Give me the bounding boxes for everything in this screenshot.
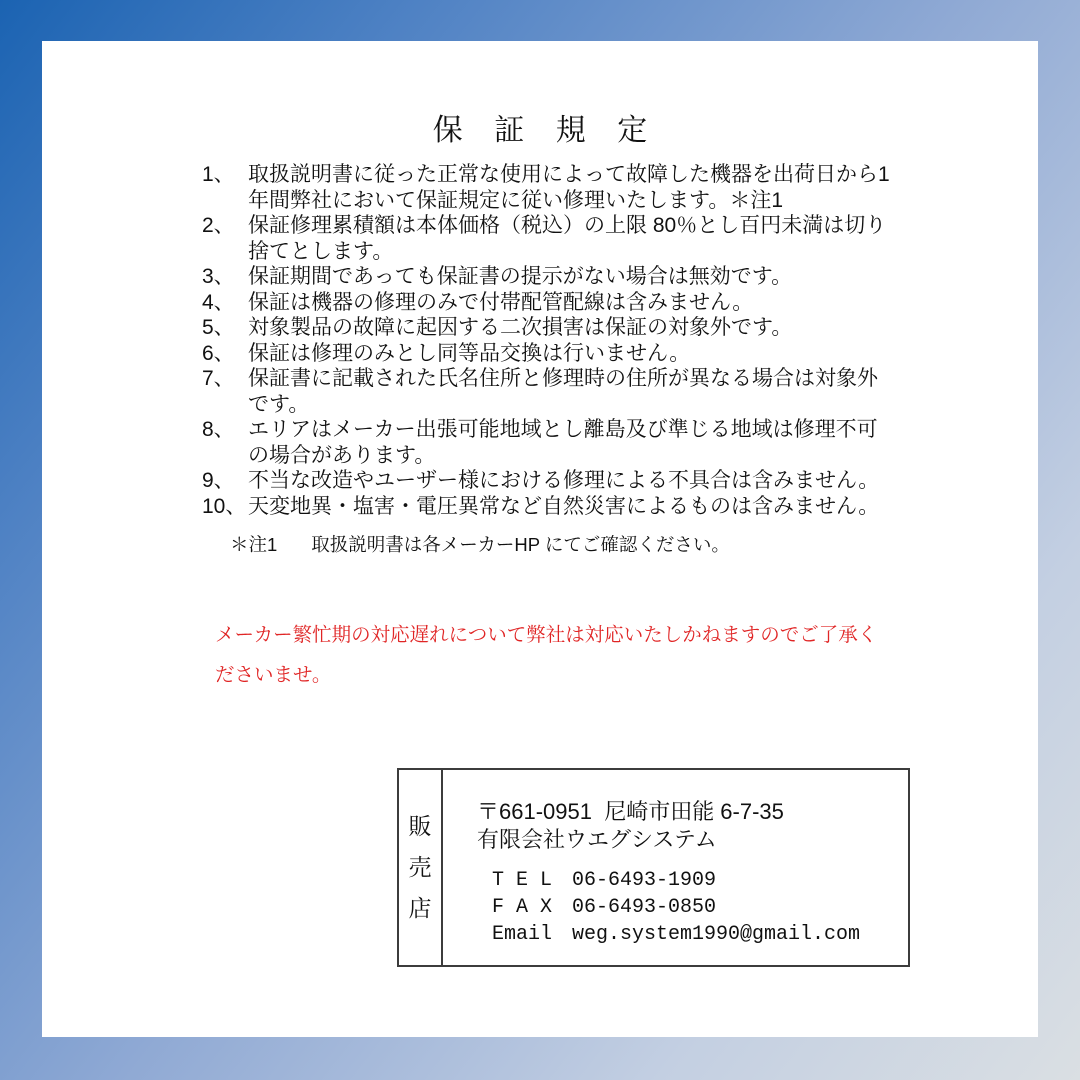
tel-value: 06-6493-1909 [572,869,717,892]
email-value: weg.system1990@gmail.com [572,923,861,946]
item-text: 対象製品の故障に起因する二次損害は保証の対象外です。 [248,316,793,339]
item-text: 取扱説明書に従った正常な使用によって故障した機器を出荷日から1年間弊社において保証規定に従い修理いたします。＊注1 [248,163,890,212]
item-number: 6、 [202,341,235,365]
item-text: 保証期間であっても保証書の提示がない場合は無効です。 [248,265,793,288]
seller-contact-block [492,867,908,948]
item-number: 8、 [202,418,235,441]
email-row [492,921,908,948]
tel-row [492,867,908,894]
item-number: 10、 [202,494,247,518]
item-number: 5、 [202,316,235,339]
fax-row [492,894,908,921]
busy-season-warning: メーカー繁忙期の対応遅れについて弊社は対応いたしかねますのでご了承くださいませ。 [215,624,878,686]
fax-label: F A X [492,896,553,919]
item-text: 保証書に記載された氏名住所と修理時の住所が異なる場合は対象外です。 [248,367,878,416]
seller-content [443,770,908,965]
list-item [202,468,894,494]
item-text: 保証は修理のみとし同等品交換は行いません。 [248,341,691,365]
list-item [202,290,894,316]
list-item [202,213,894,264]
seller-label-column [399,770,443,965]
item-number: 1、 [202,163,235,186]
fax-value: 06-6493-0850 [572,896,717,919]
list-item [202,366,894,417]
warranty-terms-list [202,162,894,519]
seller-label: 販売店 [408,813,432,921]
item-number: 2、 [202,214,235,237]
footnote-text: 取扱説明書は各メーカーHP にてご確認ください。 [311,534,730,555]
page-title: 保証規定 [432,114,679,147]
list-item [202,417,894,468]
item-number: 3、 [202,265,235,288]
item-text: エリアはメーカー出張可能地域とし離島及び準じる地域は修理不可の場合があります。 [248,418,878,467]
item-number: 4、 [202,290,235,314]
list-item [202,264,894,290]
list-item [202,494,894,520]
tel-label: T E L [492,869,553,892]
item-number: 7、 [202,367,235,390]
item-text: 不当な改造やユーザー様における修理による不具合は含みません。 [248,469,880,492]
footnote-marker: ＊注1 [230,534,278,555]
list-item [202,162,894,213]
email-label: Email [492,923,553,946]
item-number: 9、 [202,469,235,492]
item-text: 保証は機器の修理のみで付帯配管配線は含みません。 [248,290,754,314]
item-text: 保証修理累積額は本体価格（税込）の上限 80％とし百円未満は切り捨てとします。 [248,214,887,263]
list-item [202,315,894,341]
seller-company: 有限会社ウエグシステム [477,827,717,852]
footnote [230,533,730,557]
item-text: 天変地異・塩害・電圧異常など自然災害によるものは含みません。 [248,494,880,518]
seller-box [397,768,910,967]
list-item [202,341,894,367]
seller-postal-address: 〒661-0951 尼崎市田能 6-7-35 [477,799,784,824]
warranty-card [42,41,1038,1037]
